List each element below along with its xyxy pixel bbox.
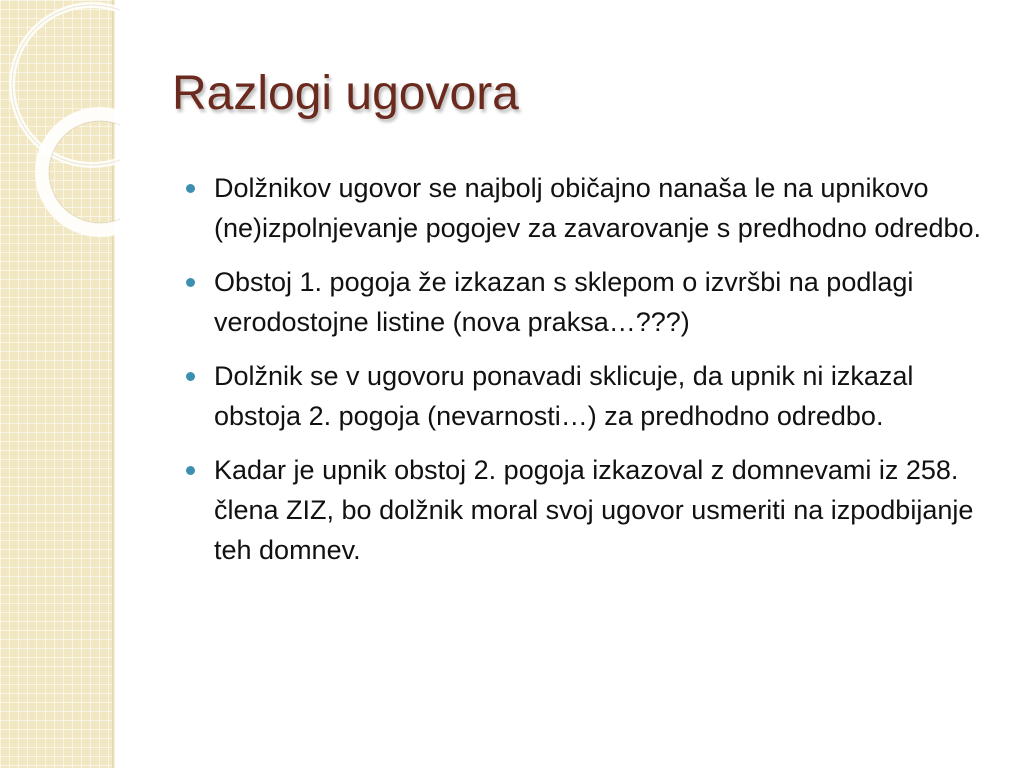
ring-upper-inner <box>12 5 120 165</box>
bullet-text: Obstoj 1. pogoja že izkazan s sklepom o izvršbi na podlagi verodostojne listine (nova praksa…???) <box>214 267 914 337</box>
bullet-dot-icon <box>186 466 195 475</box>
decorative-rings <box>0 0 120 260</box>
bullet-dot-icon <box>186 372 195 381</box>
bullet-item <box>186 262 991 342</box>
bullet-text: Kadar je upnik obstoj 2. pogoja izkazoval z domnevami iz 258. člena ZIZ, bo dolžnik moral svoj ugovor usmeriti na izpodbijanje teh domnev. <box>214 455 974 565</box>
bullet-list <box>186 168 991 584</box>
bullet-dot-icon <box>186 184 195 193</box>
bullet-text: Dolžnikov ugovor se najbolj običajno nanaša le na upnikovo (ne)izpolnjevanje pogojev za zavarovanje s predhodno odredbo. <box>214 173 982 243</box>
slide-title: Razlogi ugovora <box>172 67 519 120</box>
bullet-text: Dolžnik se v ugovoru ponavadi sklicuje, da upnik ni izkazal obstoja 2. pogoja (nevarnosti…) za predhodno odredbo. <box>214 361 914 431</box>
bullet-item <box>186 450 991 570</box>
bullet-item <box>186 168 991 248</box>
bullet-dot-icon <box>186 278 195 287</box>
ring-lower <box>42 114 120 230</box>
bullet-item <box>186 356 991 436</box>
ring-upper <box>12 5 120 165</box>
